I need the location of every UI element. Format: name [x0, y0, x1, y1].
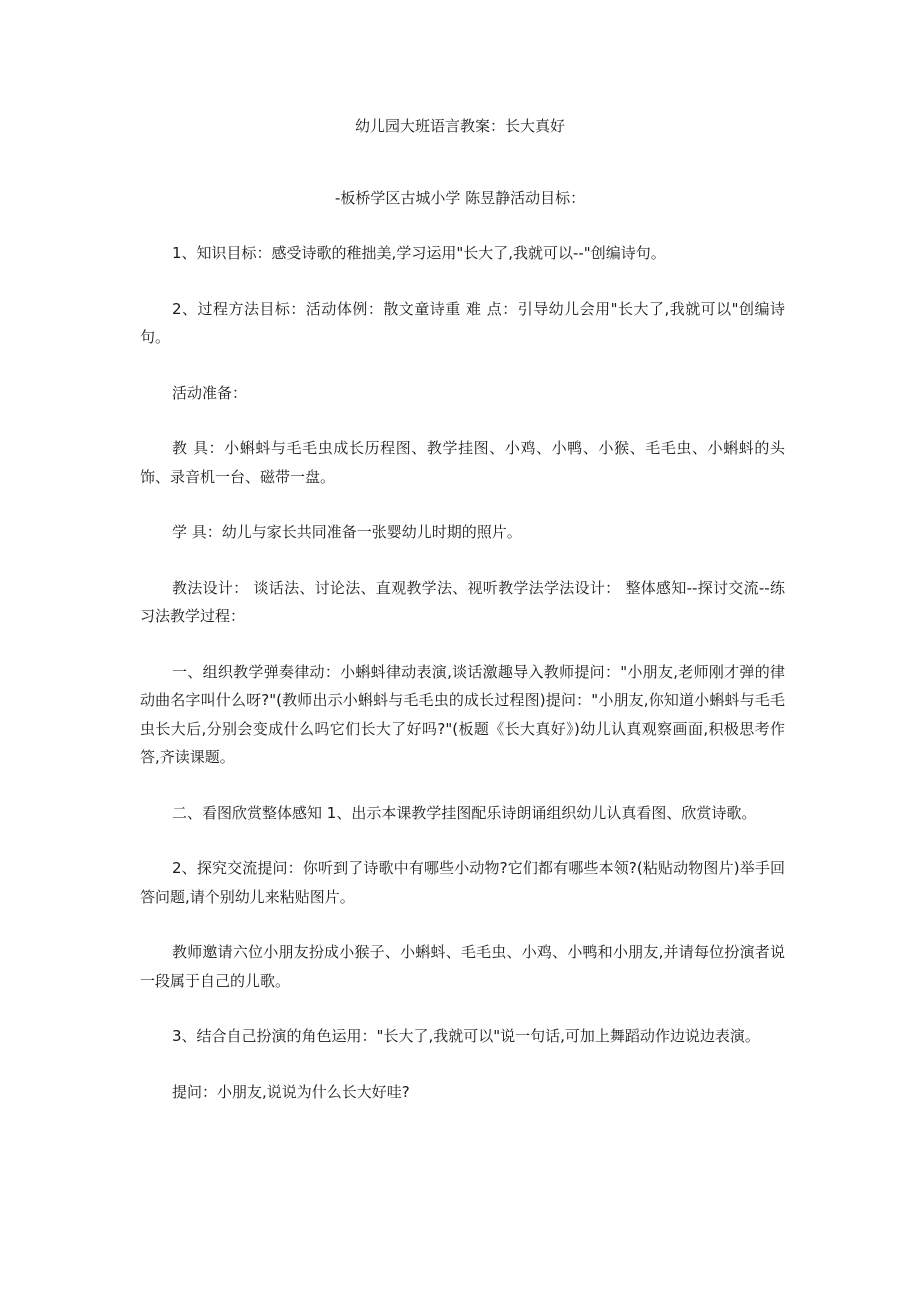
- document-title: 幼儿园大班语言教案：长大真好: [354, 117, 565, 135]
- paragraph-teaching-aids: 教 具：小蝌蚪与毛毛虫成长历程图、教学挂图、小鸡、小鸭、小猴、毛毛虫、小蝌蚪的头饰、录音机一台、磁带一盘。: [140, 439, 785, 486]
- document-body: [140, 239, 785, 1133]
- paragraph-teaching-method: 教法设计： 谈话法、讨论法、直观教学法、视听教学法学法设计： 整体感知--探讨交流--练习法教学过程：: [140, 578, 785, 625]
- paragraph-learning-aids: 学 具：幼儿与家长共同准备一张婴幼儿时期的照片。: [172, 523, 522, 541]
- paragraph-question: 提问：小朋友,说说为什么长大好哇?: [172, 1082, 410, 1101]
- paragraph-role-play: 教师邀请六位小朋友扮成小猴子、小蝌蚪、毛毛虫、小鸡、小鸭和小朋友,并请每位扮演者说一段属于自己的儿歌。: [140, 943, 785, 990]
- document-subtitle: -板桥学区古城小学 陈昱静活动目标：: [334, 189, 586, 207]
- paragraph-step-one: 一、组织教学弹奏律动：小蝌蚪律动表演,谈话激趣导入教师提问："小朋友,老师刚才弹的律动曲名字叫什么呀?"(教师出示小蝌蚪与毛毛虫的成长过程图)提问："小朋友,你知道小蝌蚪与毛毛虫长大后,分别会变成什么吗它们长大了好吗?"(板题《长大真好》)幼儿认真观察画面,积极思考作答,齐读课题。: [140, 662, 785, 766]
- paragraph-step-two: 二、看图欣赏整体感知 1、出示本课教学挂图配乐诗朗诵组织幼儿认真看图、欣赏诗歌。: [172, 803, 757, 822]
- paragraph-activity-prep-heading: 活动准备：: [172, 383, 248, 402]
- paragraph-step-three: 3、结合自己扮演的角色运用："长大了,我就可以"说一句话,可加上舞蹈动作边说边表演。: [172, 1027, 760, 1045]
- paragraph-knowledge-goal: 1、知识目标：感受诗歌的稚拙美,学习运用"长大了,我就可以--"创编诗句。: [172, 244, 666, 262]
- paragraph-process-goal: 2、过程方法目标：活动体例：散文童诗重 难 点：引导幼儿会用"长大了,我就可以"创编诗句。: [140, 299, 785, 346]
- paragraph-explore-discuss: 2、探究交流提问：你听到了诗歌中有哪些小动物?它们都有哪些本领?(粘贴动物图片)举手回答问题,请个别幼儿来粘贴图片。: [140, 859, 785, 906]
